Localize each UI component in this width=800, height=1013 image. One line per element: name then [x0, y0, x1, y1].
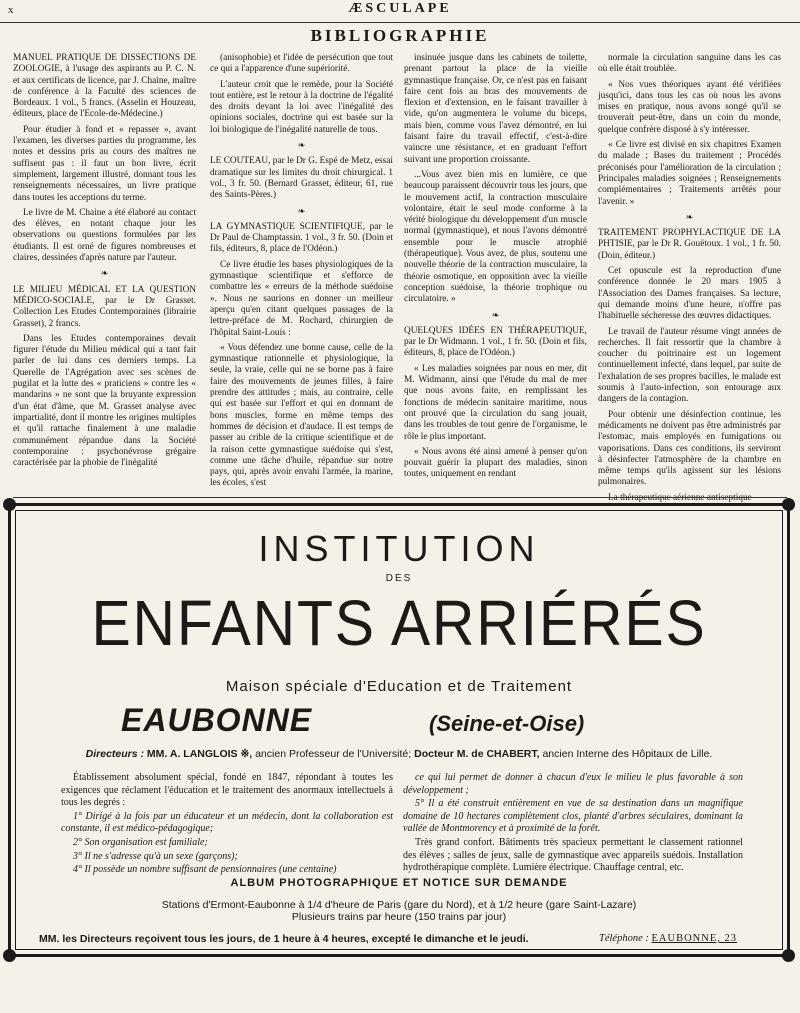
ad-left-column	[61, 772, 393, 878]
column-3	[404, 53, 587, 493]
masthead	[0, 0, 800, 23]
phone-label: Téléphone :	[599, 933, 649, 944]
review-paragraph: insinuée jusque dans les cabinets de toilette, prenant partout la place de la vieille gymnastique française. Or, ce n'est pas en faisant faire cent fois au bras des mouvements de flexion et d'extension, en le faisant travailler à vide, qu'on augmentera le volume du biceps, mais bien, comme vous l'avez démontré, en lui faisant faire du travail effectif, c'est-à-dire vaincre une résistance, et en graduant l'effort suivant une proportion croissante.	[404, 53, 587, 165]
review-paragraph: Pour obtenir une désinfection continue, les médicaments ne doivent pas être administrés par l'estomac, mais employés en fumigations ou vaporisations. Dans ces conditions, ils serviront à désinfecter l'atmosphère de la chambre en même temps qu'ils agissent sur les lésions pulmonaires.	[598, 409, 781, 488]
corner-ornament-icon	[3, 498, 16, 511]
ad-heading-main: ENFANTS ARRIÉRÉS	[91, 587, 707, 659]
ad-visiting-hours: MM. les Directeurs reçoivent tous les jours, de 1 heure à 4 heures, excepté le dimanche et le jeudi.	[39, 933, 529, 945]
review-paragraph: Pour étudier à fond et « repasser », avant l'examen, les diverses parties du programme, les notes et dessins pris au cours des maîtres ne suffisent pas : il faut un bon livre, écrit simplement, largement illustré, donnant tous les renseignements nécessaires, un livre pratique dans toutes les acceptions du terme.	[13, 124, 196, 203]
ad-telephone	[599, 933, 737, 944]
book-review-title: LA GYMNASTIQUE SCIENTIFIQUE, par le Dr Paul de Champtassin. 1 vol., 3 fr. 50. (Doin et fils, éditeurs, 8, place de l'Odéon.)	[210, 221, 393, 255]
phone-value: EAUBONNE, 23	[651, 933, 737, 944]
ad-heading-des: DES	[385, 573, 413, 584]
book-review-title: TRAITEMENT PROPHYLACTIQUE DE LA PHTISIE, par le Dr R. Gouëtoux. 1 vol., 1 fr. 50. (Doin, éditeur.)	[598, 228, 781, 261]
review-paragraph: « Vous défendez une bonne cause, celle de la gymnastique rationnelle et physiologique, la seule, la vraie, celle qui ne se borne pas à faire faire des mouvements de jeunes filles, à faire prendre des attitudes ; mais, au contraire, celle qui est basée sur l'effort et qui en donnant de bons muscles, forme en même temps des hommes de décision et d'audace. Il est temps de passer au crible de la critique scientifique et de la raison cette gymnastique suédoise qui s'est, comme une tâche d'huile, répandue sur notre pays, qui, après avoir envahi l'armée, la marine, les écoles, s'est	[210, 342, 393, 489]
review-paragraph: « Ce livre est divisé en six chapitres Examen du malade ; Bases du traitement ; Procédés préconisés pour l'amélioration de la circulation ; Principales maladies soignées ; Renseignements complémentaires ; Traitements arrêtés pour l'avenir. »	[598, 140, 781, 207]
director-1-title: ancien Professeur de l'Université;	[255, 748, 412, 760]
ad-item-4: 4° Il possède un nombre suffisant de pensionnaires (une centaine)	[73, 864, 337, 876]
fleuron-ornament-icon: ❧	[297, 140, 306, 151]
ad-item-5: 5° Il a été construit entièrement en vue de sa destination dans un magnifique domaine de 10 hectares complètement clos, planté d'arbres séculaires, dominant la vallée de Montmorency et à proximité de la forêt.	[403, 798, 743, 835]
review-paragraph: Le travail de l'auteur résume vingt années de recherches. Il fait ressortir que la chambre à coucher du poitrinaire est un logement continuellement infecté, dans lequel, par suite de l'exhalation de ses propres bacilles, le malade est soumis à l'auto-infection, son entourage aux dangers de la contagion.	[598, 326, 781, 405]
ad-town: EAUBONNE	[121, 702, 313, 738]
book-review-title: LE COUTEAU, par le Dr G. Espé de Metz, essai dramatique sur les limites du droit chirurgical. 1 vol., 3 fr. 50. (Bernard Grasset, éditeur, 61, rue des Saints-Pères.)	[210, 156, 393, 201]
ad-intro: Établissement absolument spécial, fondé en 1847, répondant à toutes les exigences que réclament l'éducation et le traitement des anormaux intellectuels à tous les degrés :	[61, 772, 393, 809]
ad-continuation: ce qui lui permet de donner à chacun d'eux le milieu le plus favorable à son développement ;	[403, 772, 743, 796]
ad-trains-line: Plusieurs trains par heure (150 trains par jour)	[291, 911, 507, 923]
fleuron-ornament-icon: ❧	[685, 211, 694, 222]
review-paragraph: ...Vous avez bien mis en lumière, ce que beaucoup paraissent découvrir tous les jours, que le mouvement actif, la contraction musculaire volontaire, était le seul mode conforme à la vérité biologique du développement d'un muscle normal (gymnastique), et nous l'avons démontré ensemble pour le muscle atrophié (thérapeutique). Vous avez, de plus, soutenu une nouvelle théorie de la contraction musculaire, la théorie osmotique, en opposition avec la vieille conception suédoise, la théorie trophique ou circulatoire. »	[404, 169, 587, 305]
review-paragraph: Cet opuscule est la reproduction d'une conférence donnée le 20 mars 1905 à l'Association des Dames françaises. Sa lecture, qui demande moins d'une heure, n'offre pas l'habituelle sécheresse des œuvres didactiques.	[598, 266, 781, 322]
director-1: MM. A. LANGLOIS ※,	[146, 748, 253, 760]
corner-ornament-icon	[3, 949, 16, 962]
ad-directors	[11, 748, 787, 760]
book-review-title: QUELQUES IDÉES EN THÉRAPEUTIQUE, par le Dr Widmann. 1 vol., 1 fr. 50. (Doin et fils, éditeurs, 8, place de l'Odéon.)	[404, 325, 587, 359]
ad-heading-institution: INSTITUTION	[258, 528, 540, 569]
journal-name: ÆSCULAPE	[348, 1, 452, 16]
fleuron-ornament-icon: ❧	[297, 205, 306, 216]
ad-stations	[11, 899, 787, 923]
ad-item-2: 2° Son organisation est familiale;	[73, 836, 208, 848]
review-paragraph: L'auteur croit que le remède, pour la Société tout entière, est le retour à la doctrine de l'égalité des droits devant la loi avec l'inégalité des opinions sociales, doctrine qui est basée sur la loi biologique de l'inégalité naturelle de tous.	[210, 79, 393, 135]
fleuron-ornament-icon: ❧	[491, 309, 500, 320]
review-paragraph: « Nos vues théoriques ayant été vérifiées jusqu'ici, dans tous les cas où nous les avons mises en pratique, nous avons songé qu'il se trouverait peut-être, dans un coin du monde, quelque confrère disposé à s'y intéresser.	[598, 79, 781, 135]
ad-item-1: 1° Dirigé à la fois par un éducateur et un médecin, dont la collaboration est constante, il est médico-pédagogique;	[61, 810, 393, 835]
review-paragraph: (anisophobie) et l'idée de persécution que tout ce qui a l'apparence d'une supériorité.	[210, 53, 393, 75]
ad-album-notice: ALBUM PHOTOGRAPHIQUE ET NOTICE SUR DEMANDE	[230, 877, 568, 889]
director-2: Docteur M. de CHABERT,	[414, 748, 540, 760]
review-paragraph: « Les maladies soignées par nous en mer, dit M. Widmann, ainsi que l'étude du mal de mer que nous avons faite, en remplissant les fonctions de médecin sanitaire maritime, nous ont prouvé que la circulation du sang jouait, dans les troubles de tout genre de l'organisme, le rôle le plus important.	[404, 363, 587, 442]
column-4	[598, 53, 781, 493]
corner-ornament-icon	[782, 498, 795, 511]
review-paragraph: « Nous avons été ainsi amené à penser qu'on pouvait guérir la plupart des maladies, sinon toutes, uniquement en rendant	[404, 446, 587, 480]
book-review-title: MANUEL PRATIQUE DE DISSECTIONS DE ZOOLOGIE, à l'usage des aspirants au P. C. N. et aux certificats de licence, par J. Chaine, maître de conférence à la Faculté des sciences de Bordeaux. 1 vol., 5 francs. (Asselin et Houzeau, éditeurs, place de l'Ecole-de-Médecine.)	[13, 53, 197, 120]
fleuron-ornament-icon: ❧	[100, 268, 109, 279]
column-1	[13, 53, 196, 493]
review-paragraph: Ce livre étudie les bases physiologiques de la gymnastique scientifique et s'efforce de combattre les « erreurs de la méthode suédoise ». Nous ne saurions en donner un meilleur aperçu qu'en citant quelques passages de la lettre-préface de M. Rochard, chirurgien de l'hôpital Saint-Louis :	[210, 259, 393, 338]
review-paragraph: normale la circulation sanguine dans les cas où elle était troublée.	[598, 53, 781, 75]
ad-department: (Seine-et-Oise)	[429, 711, 585, 736]
advertisement	[8, 503, 790, 957]
column-2	[210, 53, 393, 493]
director-2-title: ancien Interne des Hôpitaux de Lille.	[542, 748, 713, 760]
section-divider	[13, 497, 787, 498]
ad-item-3: 3° Il ne s'adresse qu'à un sexe (garçons);	[73, 850, 238, 862]
ad-stations-line: Stations d'Ermont-Eaubonne à 1/4 d'heure de Paris (gare du Nord), et à 1/2 heure (gare Saint-Lazare)	[161, 899, 637, 911]
corner-ornament-icon	[782, 949, 795, 962]
section-title: BIBLIOGRAPHIE	[310, 26, 490, 45]
review-paragraph: Dans les Etudes contemporaines devait figurer l'étude du Milieu médical qui a tant fait parler de lui dans ces derniers temps. La Querelle de l'Agrégation avec ses scènes de pugilat et la lutte des « praticiens » contre les « mandarins » ne sont que la bruyante expression d'un état d'âme, que M. Grasset analyse avec impartialité, dont il montre les origines multiples et qu'il rattache finalement à une maladie communément répandue dans la Société contemporaine : psychonévrose grégaire caractérisée par la phobie de l'inégalité	[13, 333, 196, 469]
ad-right-column	[403, 772, 743, 876]
directors-label: Directeurs :	[85, 748, 144, 760]
page-number: x	[8, 4, 14, 16]
review-paragraph: Le livre de M. Chaine a été élaboré au contact des élèves, en notant chaque jour les observations ou questions formulées par les étudiants. Il est orné de figures nombreuses et claires, dessinées d'après nature par l'auteur.	[13, 207, 196, 264]
ad-subtitle: Maison spéciale d'Education et de Traitement	[225, 678, 573, 695]
book-review-title: LE MILIEU MÉDICAL ET LA QUESTION MÉDICO-SOCIALE, par le Dr Grasset. Collection Les Etudes Contemporaines (librairie Grasset), 2 francs.	[13, 284, 196, 329]
ad-comfort: Très grand confort. Bâtiments très spacieux permettant le classement rationnel des élèves ; salles de jeux, salle de gymnastique avec appareils suédois. Installation hydrothérapique complète. Lumière électrique. Chauffage central, etc.	[403, 836, 743, 874]
